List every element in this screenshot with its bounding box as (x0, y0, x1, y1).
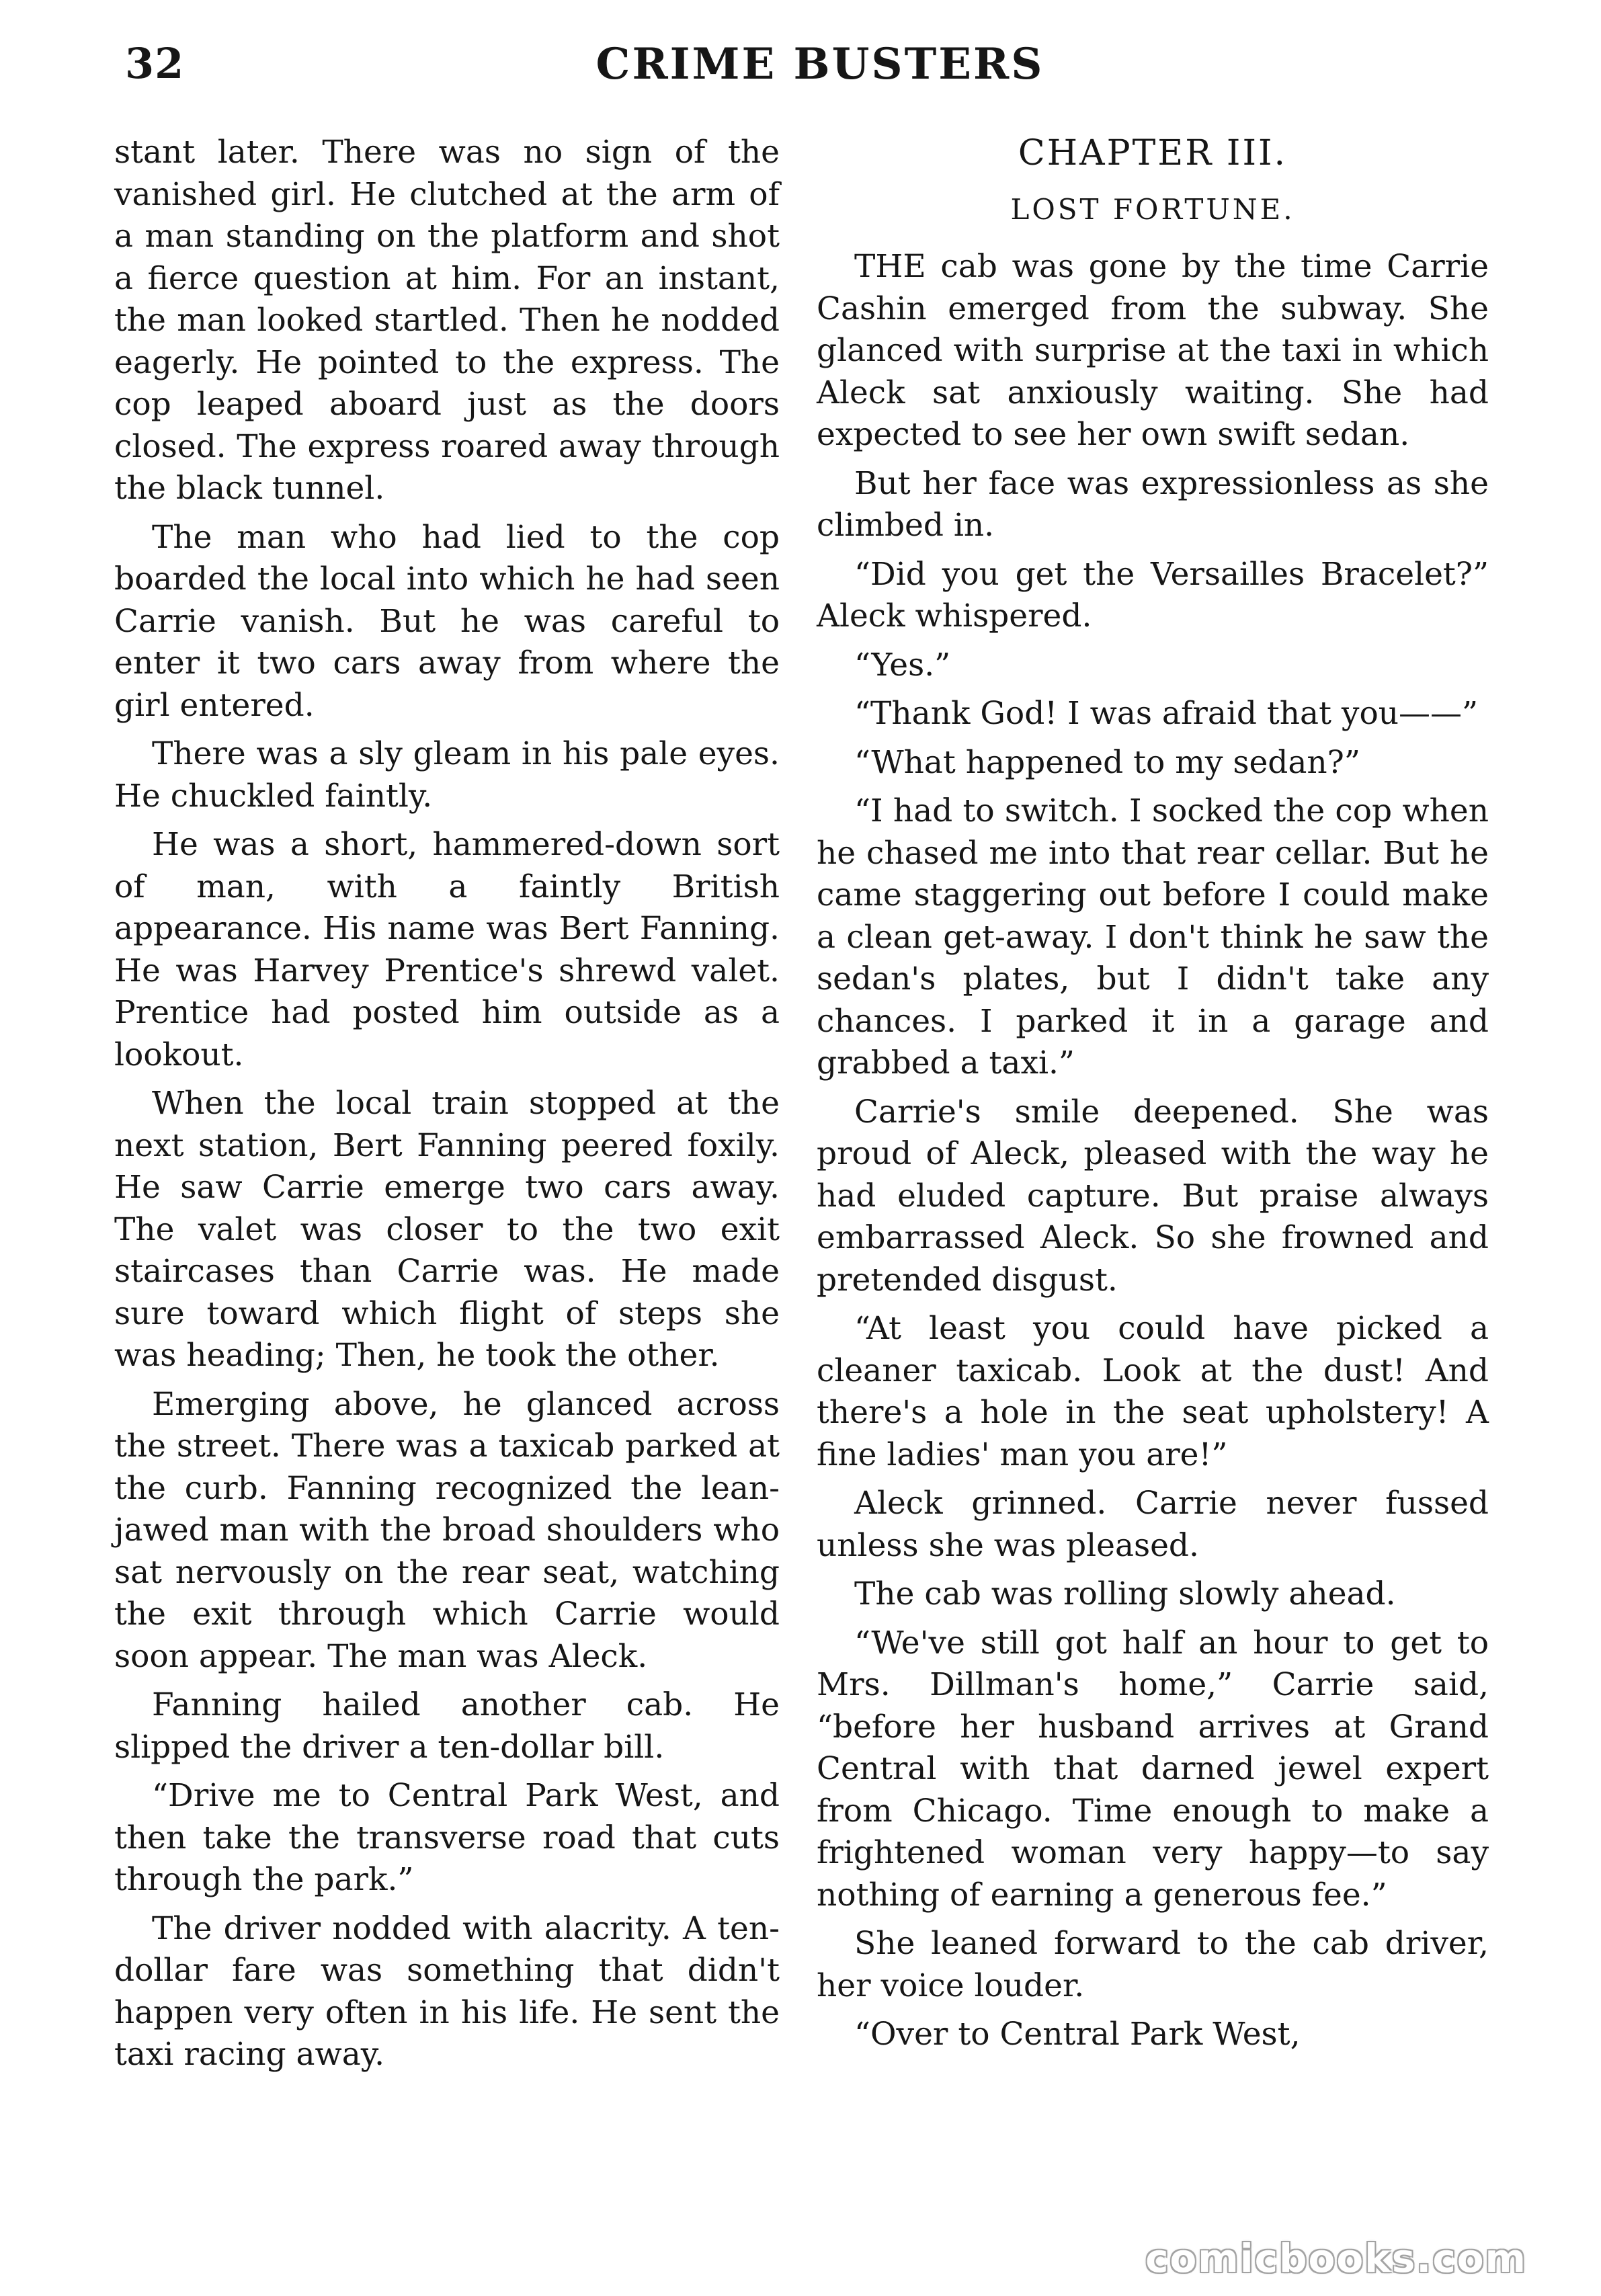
paragraph: “At least you could have picked a cleaner taxicab. Look at the dust! And there's a hole in the seat upholstery! A fine ladies' man you are!” (817, 1310, 1489, 1473)
paragraph: He was a short, hammered-down sort of man, with a faintly British appearance. His name was Bert Fanning. He was Harvey Prentice's shrewd valet. Prentice had posted him outside as a lookout. (114, 826, 780, 1073)
paragraph: But her face was expressionless as she climbed in. (817, 464, 1489, 544)
paragraph: There was a sly gleam in his pale eyes. He chuckled faintly. (114, 735, 780, 815)
paragraph: She leaned forward to the cab driver, her voice louder. (817, 1925, 1489, 2004)
paragraph: The man who had lied to the cop boarded the local into which he had seen Carrie vanish. But he was careful to enter it two cars away from where the girl entered. (114, 518, 780, 724)
left-column (114, 132, 780, 2083)
paragraph: The cab was rolling slowly ahead. (854, 1575, 1396, 1612)
paragraph: “Yes.” (854, 646, 951, 684)
paragraph: “Over to Central Park West, (854, 2016, 1301, 2053)
chapter-title: LOST FORTUNE. (1010, 193, 1295, 226)
paragraph: When the local train stopped at the next station, Bert Fanning peered foxily. He saw Carrie emerge two cars away. The valet was closer to the two exit staircases than Carrie was. He made sure toward which flight of steps she was heading; Then, he took the other. (114, 1085, 780, 1374)
paragraph: The driver nodded with alacrity. A ten-dollar fare was something that didn't happen very often in his life. He sent the taxi racing away. (114, 1910, 780, 2073)
right-column (817, 132, 1489, 2063)
paragraph: Emerging above, he glanced across the street. There was a taxicab parked at the curb. Fanning recognized the lean-jawed man with the broad shoulders who sat nervously on the rear seat, watching the exit through which Carrie would soon appear. The man was Aleck. (114, 1385, 780, 1675)
paragraph: Aleck grinned. Carrie never fussed unless she was pleased. (817, 1485, 1489, 1564)
watermark: comicbooks.com (1145, 2236, 1527, 2281)
running-title: CRIME BUSTERS (596, 39, 1044, 89)
chapter-heading: CHAPTER III. (1018, 133, 1288, 173)
paragraph: “Thank God! I was afraid that you——” (854, 695, 1479, 732)
paragraph: “I had to switch. I socked the cop when he chased me into that rear cellar. But he came staggering out before I could make a clean get-away. I don't think he saw the sedan's plates, but I didn't take any chances. I parked it in a garage and grabbed a taxi.” (817, 792, 1489, 1081)
paragraph: Carrie's smile deepened. She was proud of Aleck, pleased with the way he had eluded capture. But praise always embarrassed Aleck. So she frowned and pretended disgust. (817, 1093, 1489, 1299)
paragraph: “What happened to my sedan?” (854, 743, 1360, 781)
page-header (0, 39, 1601, 113)
page-number: 32 (125, 39, 185, 88)
paragraph: stant later. There was no sign of the vanished girl. He clutched at the arm of a man standing on the platform and shot a fierce question at him. For an instant, the man looked startled. Then he nodded eagerly. He pointed to the express. The cop leaped aboard just as the doors closed. The express roared away through the black tunnel. (114, 134, 780, 507)
paragraph: “We've still got half an hour to get to Mrs. Dillman's home,” Carrie said, “before her husband arrives at Grand Central with that darned jewel expert from Chicago. Time enough to make a frightened woman very happy—to say nothing of earning a generous fee.” (817, 1624, 1489, 1914)
paragraph: THE cab was gone by the time Carrie Cashin emerged from the subway. She glanced with surprise at the taxi in which Aleck sat anxiously waiting. She had expected to see her own swift sedan. (817, 248, 1489, 453)
paragraph: “Did you get the Versailles Bracelet?” Aleck whispered. (817, 555, 1489, 634)
paragraph: “Drive me to Central Park West, and then take the transverse road that cuts through the park.” (114, 1777, 780, 1898)
paragraph: Fanning hailed another cab. He slipped the driver a ten-dollar bill. (114, 1686, 780, 1766)
